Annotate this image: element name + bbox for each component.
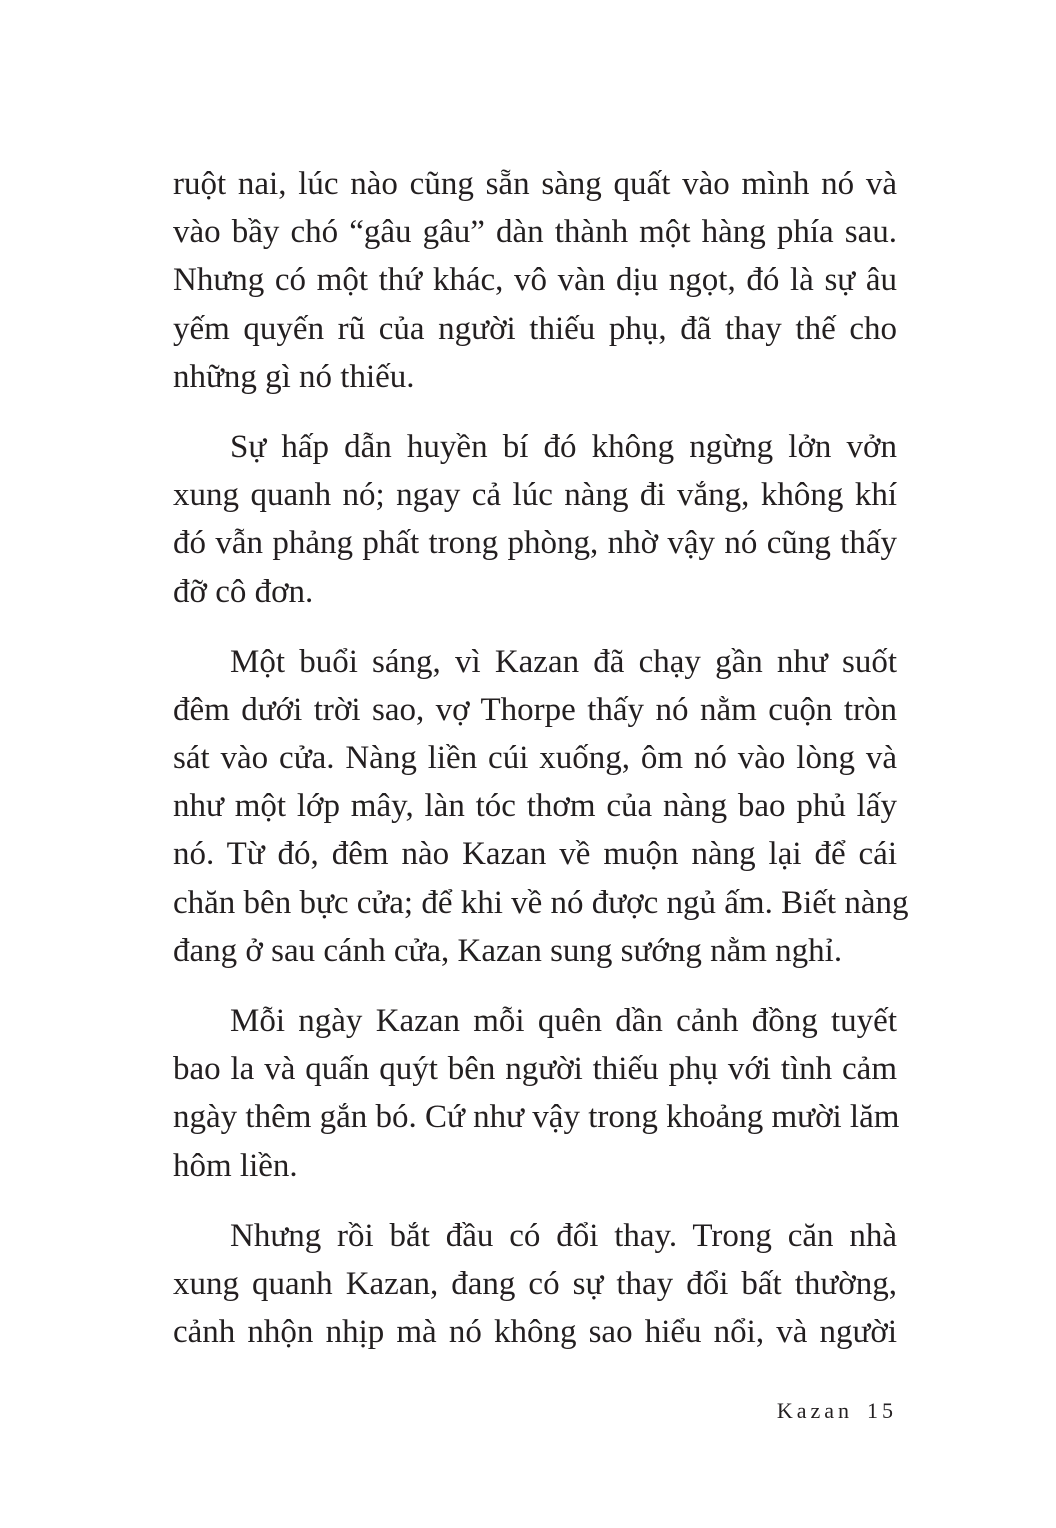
text-line: ruột nai, lúc nào cũng sẵn sàng quất vào mình nó và — [173, 166, 897, 202]
text-line: đỡ cô đơn. — [173, 573, 314, 610]
text-line: Sự hấp dẫn huyền bí đó không ngừng lởn vởn — [230, 428, 897, 465]
text-line: xung quanh nó; ngay cả lúc nàng đi vắng, không khí — [173, 477, 897, 514]
text-line: nó. Từ đó, đêm nào Kazan về muộn nàng lại để cái — [173, 836, 897, 873]
page-number: 15 — [867, 1398, 897, 1423]
paragraph-3 — [173, 638, 909, 975]
body-text — [173, 160, 909, 1378]
text-line: Nhưng rồi bắt đầu có đổi thay. Trong căn nhà — [230, 1217, 897, 1254]
text-line: sát vào cửa. Nàng liền cúi xuống, ôm nó vào lòng và — [173, 740, 897, 777]
text-line: yếm quyến rũ của người thiếu phụ, đã thay thế cho — [173, 310, 897, 347]
text-line: Nhưng có một thứ khác, vô vàn dịu ngọt, đó là sự âu — [173, 262, 897, 299]
text-line: chăn bên bực cửa; để khi về nó được ngủ ấm. Biết nàng — [173, 884, 909, 921]
text-line: vào bầy chó “gâu gâu” dàn thành một hàng phía sau. — [173, 214, 897, 251]
text-line: Mỗi ngày Kazan mỗi quên dần cảnh đồng tuyết — [230, 1003, 897, 1039]
text-line: cảnh nhộn nhịp mà nó không sao hiểu nổi, và người — [173, 1314, 897, 1351]
text-line: ngày thêm gắn bó. Cứ như vậy trong khoảng mười lăm — [173, 1099, 900, 1136]
text-line: Một buổi sáng, vì Kazan đã chạy gần như suốt — [230, 643, 897, 680]
paragraph-1 — [173, 160, 897, 401]
paragraph-4 — [173, 997, 900, 1190]
text-line: đêm dưới trời sao, vợ Thorpe thấy nó nằm cuộn tròn — [173, 691, 897, 728]
running-footer — [777, 1398, 897, 1424]
text-line: đang ở sau cánh cửa, Kazan sung sướng nằm nghỉ. — [173, 932, 843, 969]
footer-book-title: Kazan — [776, 1398, 853, 1423]
text-line: như một lớp mây, làn tóc thơm của nàng bao phủ lấy — [173, 788, 897, 825]
text-line: xung quanh Kazan, đang có sự thay đổi bất thường, — [173, 1265, 897, 1302]
paragraph-5 — [173, 1212, 897, 1357]
text-line: những gì nó thiếu. — [173, 358, 415, 395]
text-line: bao la và quấn quýt bên người thiếu phụ với tình cảm — [173, 1051, 897, 1088]
paragraph-2 — [173, 423, 897, 616]
text-line: đó vẫn phảng phất trong phòng, nhờ vậy nó cũng thấy — [173, 525, 897, 562]
text-line: hôm liền. — [173, 1147, 298, 1184]
